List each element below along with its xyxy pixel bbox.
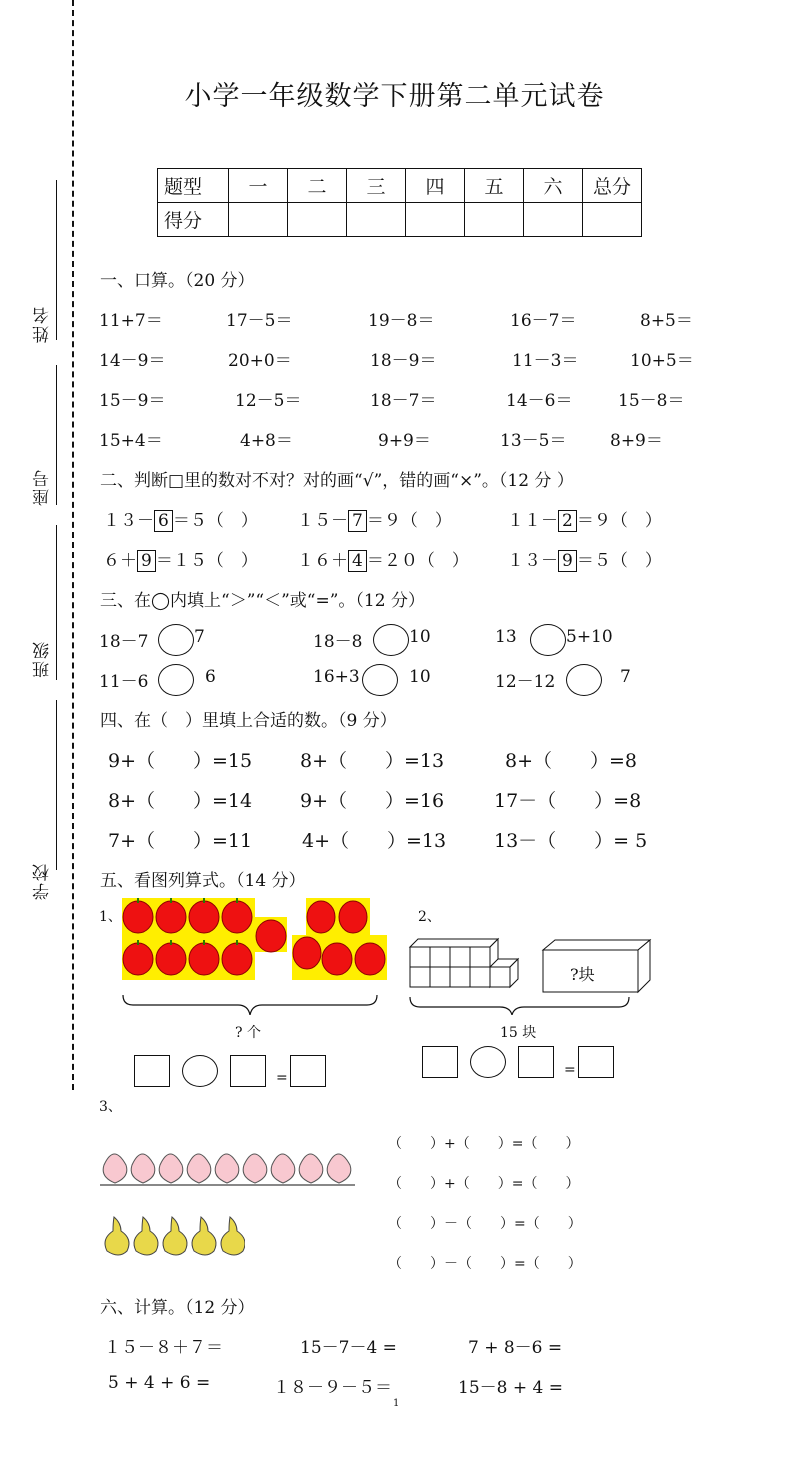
compare-left: 18－7 <box>99 632 149 652</box>
compare-right: 7 <box>620 667 631 687</box>
score-cell[interactable] <box>406 203 465 237</box>
oral-item: 16－7＝ <box>510 311 577 331</box>
problem-number: 3、 <box>99 1099 122 1115</box>
compare-left: 13 <box>495 627 517 647</box>
judge-box: 4 <box>348 550 367 572</box>
equation-blank: （ ）+（ ）=（ ） <box>388 1136 580 1152</box>
blocks-picture <box>405 935 655 1015</box>
calc-item: １８－９－５＝ <box>273 1378 392 1398</box>
oral-item: 15－9＝ <box>99 391 166 411</box>
compare-circle[interactable] <box>158 664 194 696</box>
fill-item: 9+（ ）=16 <box>300 790 445 812</box>
section-6-title: 六、计算。（12 分） <box>100 1298 255 1318</box>
judge-item: １１－ 2 ＝９（ ） <box>507 511 662 531</box>
compare-circle[interactable] <box>373 624 409 656</box>
binding-dashed-line <box>72 0 74 1090</box>
judge-box: 9 <box>137 550 156 572</box>
answer-box[interactable] <box>422 1046 458 1078</box>
score-table <box>157 168 642 237</box>
answer-box[interactable] <box>518 1046 554 1078</box>
page-title: 小学一年级数学下册第二单元试卷 <box>184 81 605 112</box>
equation-blank: （ ）－（ ）=（ ） <box>388 1216 582 1232</box>
compare-right: 10 <box>409 627 431 647</box>
score-row-label: 得分 <box>158 203 229 237</box>
compare-right: 5+10 <box>566 627 613 647</box>
oral-item: 8+9＝ <box>610 431 663 451</box>
oral-item: 20+0＝ <box>228 351 292 371</box>
answer-box[interactable] <box>230 1055 266 1087</box>
oral-item: 15－8＝ <box>618 391 685 411</box>
section-4-title: 四、在（ ）里填上合适的数。（9 分） <box>100 711 397 731</box>
oral-item: 9+9＝ <box>378 431 431 451</box>
score-cell[interactable] <box>347 203 406 237</box>
equals-sign: = <box>564 1062 576 1078</box>
score-header: 总分 <box>583 169 642 203</box>
oral-item: 10+5＝ <box>630 351 694 371</box>
score-header: 一 <box>229 169 288 203</box>
oral-item: 11+7＝ <box>99 311 163 331</box>
fill-item: 8+（ ）=8 <box>505 750 638 772</box>
score-cell[interactable] <box>465 203 524 237</box>
name-line <box>56 180 57 340</box>
oral-item: 15+4＝ <box>99 431 163 451</box>
oral-item: 12－5＝ <box>235 391 302 411</box>
compare-left: 16+3 <box>313 667 360 687</box>
school-line <box>56 700 57 870</box>
judge-item: １６＋ 4 ＝２０（ ） <box>297 551 469 571</box>
judge-item: １５－ 7 ＝９（ ） <box>297 511 452 531</box>
apples-picture <box>120 895 390 1015</box>
equation-blank: （ ）+（ ）=（ ） <box>388 1176 580 1192</box>
compare-circle[interactable] <box>566 664 602 696</box>
answer-box[interactable] <box>134 1055 170 1087</box>
score-header: 六 <box>524 169 583 203</box>
school-label: 学校 <box>33 862 53 900</box>
score-cell[interactable] <box>583 203 642 237</box>
seat-line <box>56 365 57 505</box>
oral-item: 18－7＝ <box>370 391 437 411</box>
score-header: 五 <box>465 169 524 203</box>
fill-item: 9+（ ）=15 <box>108 750 253 772</box>
score-header: 四 <box>406 169 465 203</box>
answer-box[interactable] <box>578 1046 614 1078</box>
equation-blank: （ ）－（ ）=（ ） <box>388 1256 582 1272</box>
judge-box: 2 <box>558 510 577 532</box>
oral-item: 14－6＝ <box>506 391 573 411</box>
compare-circle[interactable] <box>362 664 398 696</box>
score-header: 二 <box>288 169 347 203</box>
judge-item: １３－ 6 ＝５（ ） <box>103 511 258 531</box>
oral-item: 8+5＝ <box>640 311 693 331</box>
score-cell[interactable] <box>288 203 347 237</box>
pears-picture <box>100 1212 245 1260</box>
section-5-title: 五、看图列算式。（14 分） <box>100 871 306 891</box>
judge-box: 9 <box>558 550 577 572</box>
operator-circle[interactable] <box>182 1055 218 1087</box>
compare-circle[interactable] <box>530 624 566 656</box>
calc-item: 15－7－4 = <box>300 1338 397 1358</box>
fill-item: 4+（ ）=13 <box>302 830 447 852</box>
compare-left: 18－8 <box>313 632 363 652</box>
calc-item: 5 + 4 + 6 = <box>108 1373 211 1393</box>
class-label: 班级 <box>33 640 53 678</box>
judge-item: ６＋ 9 ＝１５（ ） <box>103 551 258 571</box>
oral-item: 19－8＝ <box>368 311 435 331</box>
peaches-picture <box>100 1140 360 1190</box>
oral-item: 13－5＝ <box>500 431 567 451</box>
oral-item: 11－3＝ <box>512 351 579 371</box>
seat-label: 座号 <box>33 468 53 506</box>
judge-item: １３－ 9 ＝５（ ） <box>507 551 662 571</box>
judge-box: 7 <box>348 510 367 532</box>
compare-left: 11－6 <box>99 672 149 692</box>
equals-sign: = <box>276 1070 288 1086</box>
oral-item: 4+8＝ <box>240 431 293 451</box>
page-number: 1 <box>393 1398 400 1409</box>
problem-number: 1、 <box>99 909 122 925</box>
score-header: 题型 <box>158 169 229 203</box>
score-cell[interactable] <box>229 203 288 237</box>
compare-right: 6 <box>205 667 216 687</box>
fill-item: 8+（ ）=13 <box>300 750 445 772</box>
compare-right: 7 <box>194 627 205 647</box>
oral-item: 17－5＝ <box>226 311 293 331</box>
name-label: 姓名 <box>33 305 53 343</box>
apples-question: ? 个 <box>235 1025 261 1041</box>
section-3-title: 三、在◯内填上“＞”“＜”或“=”。（12 分） <box>100 591 425 611</box>
fill-item: 13－（ ）= 5 <box>494 830 648 852</box>
calc-item: 15－8 + 4 = <box>458 1378 563 1398</box>
calc-item: １５－８＋７＝ <box>104 1338 223 1358</box>
section-1-title: 一、口算。（20 分） <box>100 271 255 291</box>
oral-item: 14－9＝ <box>99 351 166 371</box>
compare-right: 10 <box>409 667 431 687</box>
fill-item: 7+（ ）=11 <box>108 830 253 852</box>
score-header: 三 <box>347 169 406 203</box>
section-2-title: 二、判断□里的数对不对？对的画“√”，错的画“×”。（12 分 ） <box>100 471 574 491</box>
class-line <box>56 525 57 680</box>
compare-left: 12－12 <box>495 672 556 692</box>
judge-box: 6 <box>154 510 173 532</box>
compare-circle[interactable] <box>158 624 194 656</box>
fill-item: 17－（ ）=8 <box>494 790 642 812</box>
fill-item: 8+（ ）=14 <box>108 790 253 812</box>
calc-item: 7 + 8－6 = <box>468 1338 563 1358</box>
oral-item: 18－9＝ <box>370 351 437 371</box>
blocks-total: 15 块 <box>500 1025 537 1041</box>
score-cell[interactable] <box>524 203 583 237</box>
block-box-label: ?块 <box>570 965 595 984</box>
operator-circle[interactable] <box>470 1046 506 1078</box>
answer-box[interactable] <box>290 1055 326 1087</box>
problem-number: 2、 <box>418 909 441 925</box>
